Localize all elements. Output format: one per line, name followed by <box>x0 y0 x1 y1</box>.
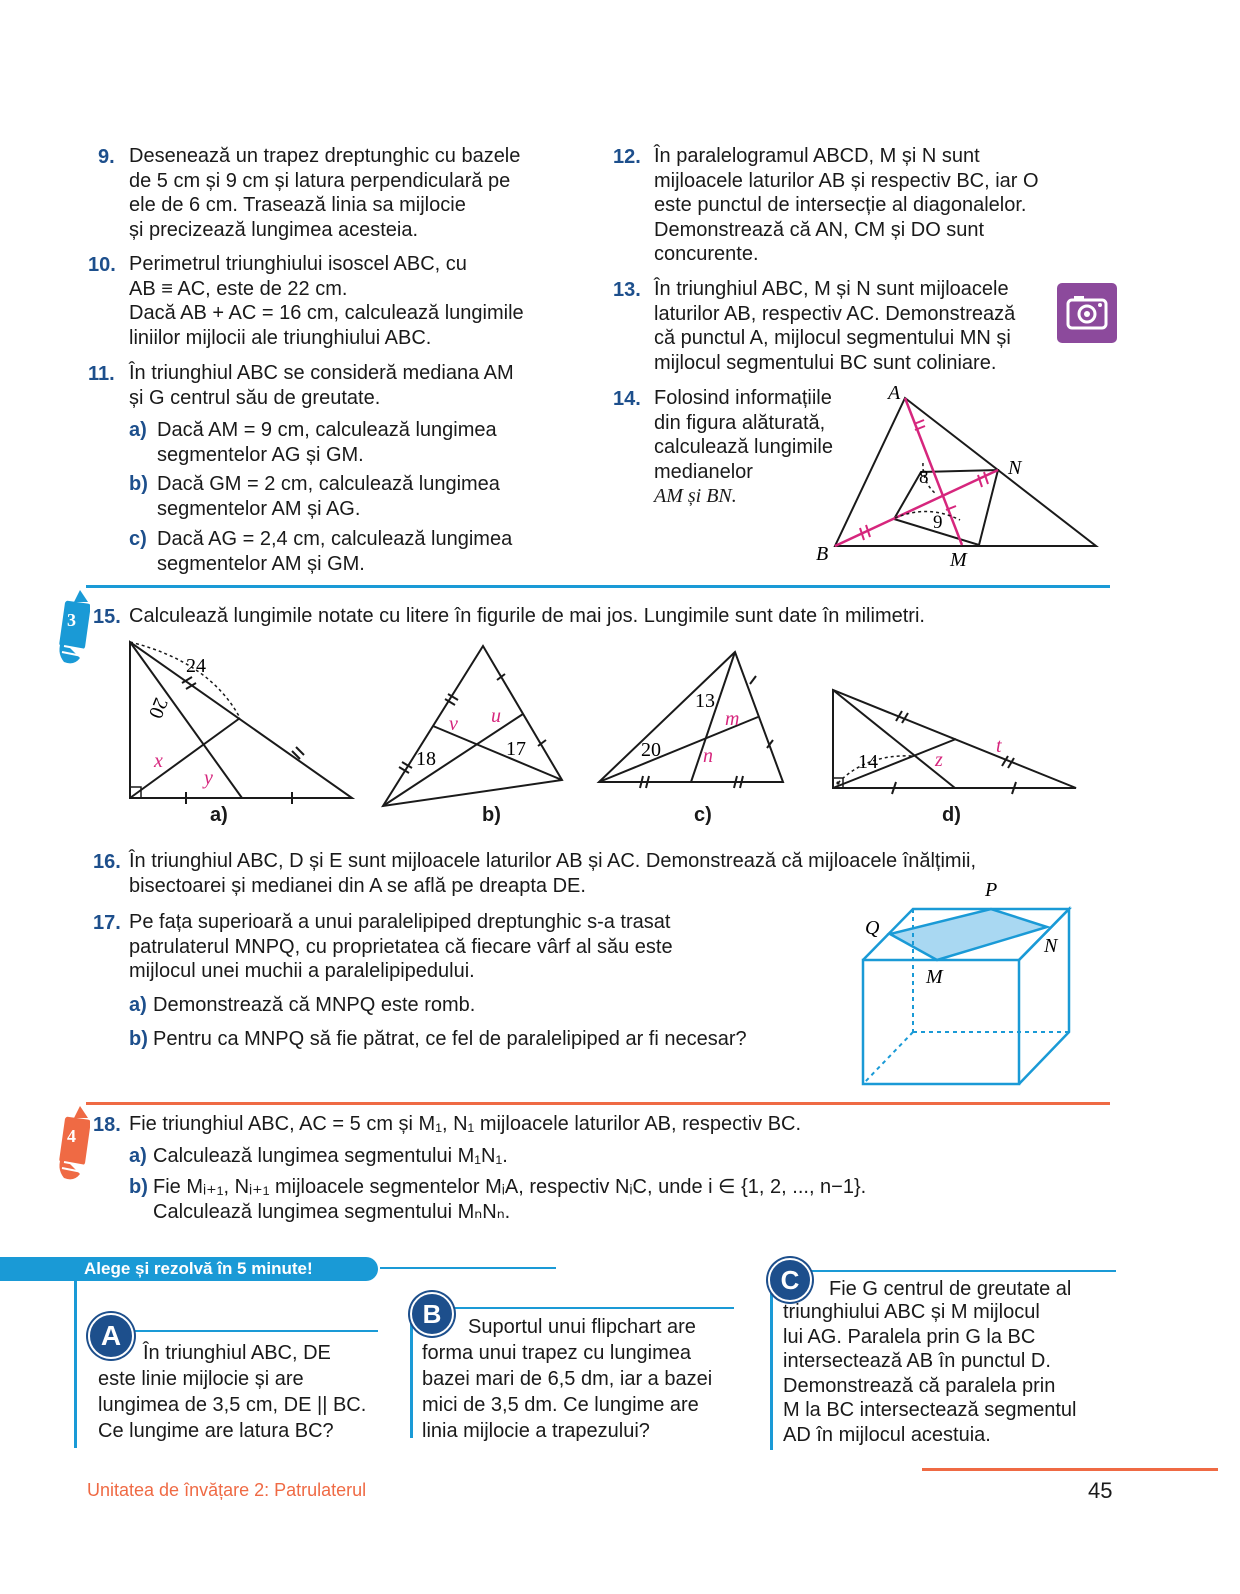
problem-11b-label: b) <box>129 473 148 495</box>
fig17-label-q: Q <box>865 917 880 939</box>
fig15b-var-u: u <box>491 705 501 727</box>
problem-11c-label: c) <box>129 528 147 550</box>
box-c-line-1: Fie G centrul de greutate al <box>829 1278 1072 1300</box>
problem-14-number: 14. <box>613 388 641 410</box>
fig15c-var-n: n <box>703 745 713 767</box>
problem-18b-label: b) <box>129 1176 148 1198</box>
figure-15b-caption: b) <box>482 804 501 826</box>
fig14-value-8: 8 <box>919 467 929 488</box>
problem-17a-label: a) <box>129 994 147 1016</box>
fig14-label-b: B <box>816 543 829 565</box>
fig15c-value-13: 13 <box>695 690 715 712</box>
problem-17b-label: b) <box>129 1028 148 1050</box>
box-b-lines: forma unui trapez cu lungimea bazei mari de 6,5 dm, iar a bazei mici de 3,5 dm. Ce lungime are linia mijlocie a trapezului? <box>422 1342 713 1442</box>
fig15b-value-17: 17 <box>506 738 526 760</box>
fig17-label-m: M <box>926 966 943 988</box>
problem-17-text: Pe fața superioară a unui paralelipiped dreptunghic s-a trasat patrulaterul MNPQ, cu proprietatea că fiecare vârf al său este mijlocul unei muchii a paralelipipedului. <box>129 911 673 982</box>
figure-15c <box>595 644 795 792</box>
problem-11-text: În triunghiul ABC se consideră mediana AM și G centrul său de greutate. <box>129 362 514 409</box>
footer-accent-line <box>922 1468 1218 1471</box>
fig14-label-a: A <box>888 382 901 404</box>
problem-16-text: În triunghiul ABC, D și E sunt mijloacele laturilor AB și AC. Demonstrează că mijloacele înălțimii, bisectoarei și medianei din A se află pe dreapta DE. <box>129 850 977 897</box>
box-c-border-top <box>808 1270 1116 1272</box>
fig15a-value-24: 24 <box>186 655 206 677</box>
fig15d-var-z: z <box>935 749 943 771</box>
fig17-label-n: N <box>1044 935 1058 957</box>
figure-15a-caption: a) <box>210 804 228 826</box>
problem-18b-text: Fie Mᵢ₊₁, Nᵢ₊₁ mijloacele segmentelor MᵢA, respectiv NᵢC, unde i ∈ {1, 2, ..., n−1}. Calculează lungimea segmentului MₙNₙ. <box>153 1176 867 1223</box>
quick-section-banner <box>0 1257 378 1281</box>
problem-18a-label: a) <box>129 1145 147 1167</box>
figure-15d-caption: d) <box>942 804 961 826</box>
crayon-icon-level-3 <box>50 588 90 668</box>
camera-icon-graphic <box>1057 283 1117 343</box>
box-b-border-left <box>410 1310 413 1438</box>
footer-unit-title: Unitatea de învățare 2: Patrulaterul <box>87 1480 367 1500</box>
figure-15d <box>826 684 1082 796</box>
problem-9-number: 9. <box>98 146 115 168</box>
box-c-lines: triunghiului ABC și M mijlocul lui AG. Paralela prin G la BC intersectează AB în punctul D. Demonstrează că paralela prin M la BC intersectează segmentul AD în mijlocul acestuia. <box>783 1301 1077 1446</box>
problem-15-text: Calculează lungimile notate cu litere în figurile de mai jos. Lungimile sunt date în milimetri. <box>129 605 925 627</box>
fig15c-value-20: 20 <box>641 739 661 761</box>
figure-14 <box>810 380 1110 575</box>
figure-15c-caption: c) <box>694 804 712 826</box>
figure-15b <box>378 638 578 810</box>
camera-icon[interactable] <box>1057 283 1117 343</box>
level-3-separator <box>86 585 1110 588</box>
box-b-badge: B <box>410 1292 454 1336</box>
problem-18-text: Fie triunghiul ABC, AC = 5 cm și M₁, N₁ mijloacele laturilor AB, respectiv BC. <box>129 1113 802 1135</box>
figure-15a <box>118 634 368 830</box>
box-a-border-top <box>120 1330 378 1332</box>
crayon-icon-level-4 <box>50 1104 90 1184</box>
fig15d-value-14: 14 <box>858 751 878 773</box>
problem-18a-text: Calculează lungimea segmentului M₁N₁. <box>153 1145 508 1167</box>
quick-banner-line <box>380 1267 556 1269</box>
problem-11a-label: a) <box>129 419 147 441</box>
svg-text:4: 4 <box>67 1126 76 1146</box>
box-a-line-1: În triunghiul ABC, DE <box>143 1342 331 1364</box>
fig15a-var-y: y <box>204 767 213 789</box>
box-c-badge: C <box>768 1258 812 1302</box>
problem-18-number: 18. <box>93 1114 121 1136</box>
fig14-label-m: M <box>950 549 967 571</box>
problem-10-text: Perimetrul triunghiului isoscel ABC, cu AB ≡ AC, este de 22 cm. Dacă AB + AC = 16 cm, calculează lungimile liniilor mijlocii ale triunghiului ABC. <box>129 253 524 349</box>
fig15c-var-m: m <box>725 708 740 730</box>
figure-17-box <box>855 876 1085 1091</box>
problem-12-text: În paralelogramul ABCD, M și N sunt mijloacele laturilor AB și respectiv BC, iar O este punctul de intersecție al diagonalelor. Demonstrează că AN, CM și DO sunt concurente. <box>654 145 1039 265</box>
problem-12-number: 12. <box>613 146 641 168</box>
fig15d-var-t: t <box>996 735 1002 757</box>
fig15b-var-v: v <box>449 713 458 735</box>
problem-10-number: 10. <box>88 254 116 276</box>
problem-11c-text: Dacă AG = 2,4 cm, calculează lungimea segmentelor AM și GM. <box>157 528 513 575</box>
fig14-value-9: 9 <box>933 512 943 533</box>
box-b-border-top <box>450 1307 734 1309</box>
svg-text:3: 3 <box>67 610 76 630</box>
box-c-border-left <box>770 1282 773 1450</box>
fig14-triangle <box>835 398 1096 546</box>
problem-11a-text: Dacă AM = 9 cm, calculează lungimea segmentelor AG și GM. <box>157 419 497 466</box>
problem-15-number: 15. <box>93 606 121 628</box>
fig17-label-p: P <box>985 879 998 901</box>
problem-17b-text: Pentru ca MNPQ să fie pătrat, ce fel de paralelipiped ar fi necesar? <box>153 1028 747 1050</box>
fig14-quadrilateral <box>894 470 998 545</box>
fig15b-value-18: 18 <box>416 748 436 770</box>
problem-17-number: 17. <box>93 912 121 934</box>
problem-9-text: Desenează un trapez dreptunghic cu bazele de 5 cm și 9 cm și latura perpendiculară pe ele de 6 cm. Trasează linia sa mijlocie și precizează lungimea acesteia. <box>129 145 521 241</box>
fig15a-var-x: x <box>154 750 163 772</box>
problem-13-number: 13. <box>613 279 641 301</box>
level-4-separator <box>86 1102 1110 1105</box>
problem-13-text: În triunghiul ABC, M și N sunt mijloacele laturilor AB, respectiv AC. Demonstrează că punctul A, mijlocul segmentului MN și mijlocul segmentului BC sunt coliniare. <box>654 278 1016 374</box>
fig15a-value-20: 20 <box>144 694 172 722</box>
fig14-label-n: N <box>1008 457 1022 479</box>
problem-11b-text: Dacă GM = 2 cm, calculează lungimea segmentelor AM și AG. <box>157 473 500 520</box>
problem-17a-text: Demonstrează că MNPQ este romb. <box>153 994 476 1016</box>
problem-16-number: 16. <box>93 851 121 873</box>
page-number: 45 <box>1088 1478 1113 1503</box>
quick-section-title: Alege și rezolvă în 5 minute! <box>84 1259 313 1278</box>
problem-11-number: 11. <box>88 363 115 385</box>
box-a-badge: A <box>88 1313 134 1359</box>
problem-14-text: Folosind informațiile din figura alăturată, calculează lungimile medianelor AM și BN. <box>654 387 833 507</box>
box-b-line-1: Suportul unui flipchart are <box>468 1316 696 1338</box>
box-a-lines: este linie mijlocie și are lungimea de 3,5 cm, DE || BC. Ce lungime are latura BC? <box>98 1368 367 1442</box>
box-a-border-left <box>74 1280 77 1448</box>
